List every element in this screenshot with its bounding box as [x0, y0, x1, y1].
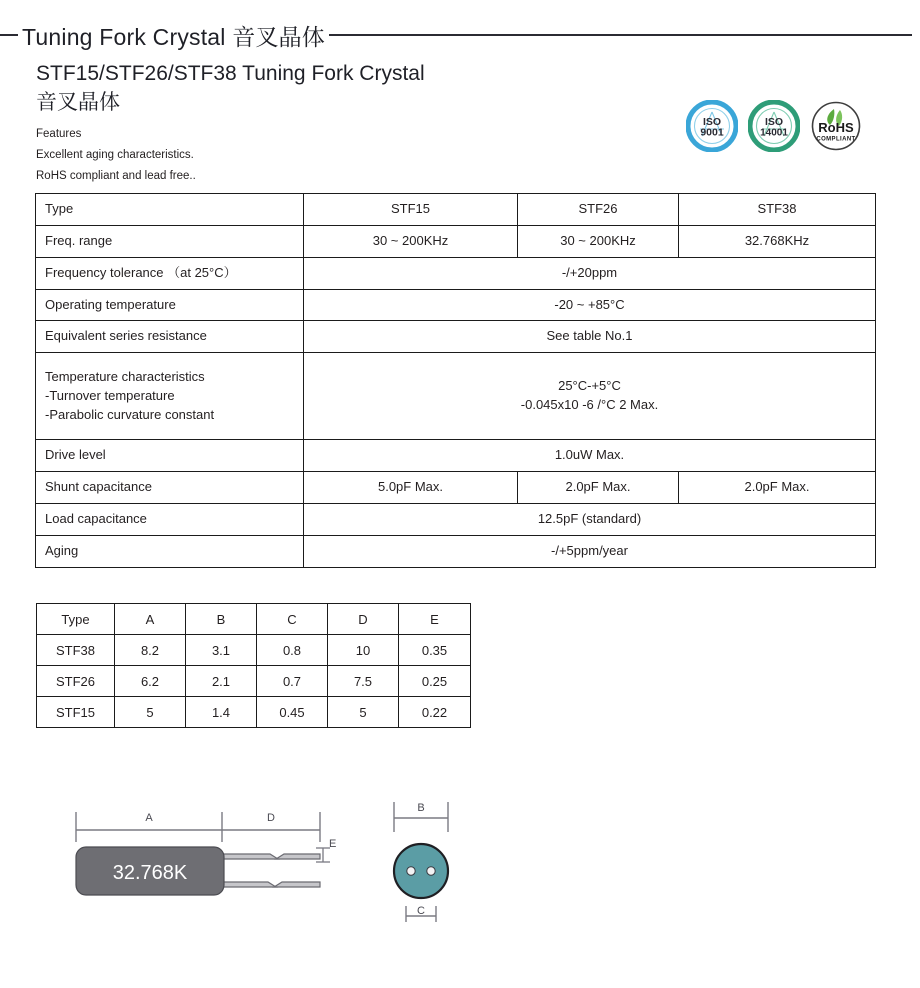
dim-header-c: C	[257, 604, 328, 635]
dim-cell-type: STF38	[37, 635, 115, 666]
header-rule-left	[0, 34, 18, 36]
dim-cell-type: STF15	[37, 697, 115, 728]
features-heading: Features	[36, 128, 82, 140]
lead-hole-left	[407, 867, 415, 875]
feature-item: RoHS compliant and lead free..	[36, 169, 196, 182]
dim-cell-type: STF26	[37, 666, 115, 697]
iso-14001-line1: ISO	[764, 116, 784, 128]
table-header-row	[37, 604, 471, 635]
spec-label: Shunt capacitance	[36, 472, 304, 504]
lead-hole-right	[427, 867, 435, 875]
spec-value-stf38: STF38	[679, 194, 876, 226]
dim-cell-c: 0.8	[257, 635, 328, 666]
dim-cell-c: 0.7	[257, 666, 328, 697]
dim-cell-e: 0.25	[399, 666, 471, 697]
spec-label: Equivalent series resistance	[36, 321, 304, 353]
dim-label-a: A	[145, 812, 153, 824]
spec-label: Operating temperature	[36, 289, 304, 321]
table-row	[36, 472, 876, 504]
spec-label: Frequency tolerance （at 25°C）	[36, 257, 304, 289]
spec-label: Freq. range	[36, 225, 304, 257]
rohs-badge	[810, 100, 862, 152]
spec-value-all: 12.5pF (standard)	[304, 503, 876, 535]
temp-char-label-line1: Temperature characteristics	[45, 368, 205, 384]
specifications-table	[35, 193, 876, 568]
crystal-body-end	[394, 844, 448, 898]
table-row	[37, 697, 471, 728]
dim-label-d: D	[267, 812, 275, 824]
table-row	[36, 194, 876, 226]
dim-header-type: Type	[37, 604, 115, 635]
dim-cell-e: 0.22	[399, 697, 471, 728]
dim-label-c: C	[417, 905, 425, 917]
spec-value-temp-characteristics	[304, 353, 876, 440]
lead-wire-upper	[222, 854, 320, 859]
feature-item: Excellent aging characteristics.	[36, 148, 194, 161]
dimensions-table	[36, 603, 471, 728]
dimension-line-a-d	[76, 812, 320, 842]
table-row	[36, 440, 876, 472]
dim-cell-b: 1.4	[186, 697, 257, 728]
dim-header-d: D	[328, 604, 399, 635]
rohs-line1: RoHS	[818, 120, 854, 135]
table-row	[36, 257, 876, 289]
spec-value-stf15: STF15	[304, 194, 518, 226]
spec-value-all: -/+5ppm/year	[304, 535, 876, 567]
table-row	[36, 225, 876, 257]
spec-value-stf38: 2.0pF Max.	[679, 472, 876, 504]
dim-label-e: E	[329, 838, 337, 850]
spec-value-stf15: 5.0pF Max.	[304, 472, 518, 504]
spec-value-stf26: 30 ~ 200KHz	[518, 225, 679, 257]
spec-label: Type	[36, 194, 304, 226]
temp-char-label-line3: -Parabolic curvature constant	[45, 406, 215, 422]
spec-label: Drive level	[36, 440, 304, 472]
table-row	[37, 635, 471, 666]
spec-value-all: -/+20ppm	[304, 257, 876, 289]
spec-value-all: -20 ~ +85°C	[304, 289, 876, 321]
dim-cell-a: 8.2	[115, 635, 186, 666]
dim-header-e: E	[399, 604, 471, 635]
temp-char-label-line2: -Turnover temperature	[45, 387, 175, 403]
dim-label-b: B	[417, 802, 425, 814]
table-row	[36, 535, 876, 567]
spec-value-all: 1.0uW Max.	[304, 440, 876, 472]
dim-cell-b: 2.1	[186, 666, 257, 697]
page-title: Tuning Fork Crystal 音叉晶体	[22, 23, 326, 50]
iso-9001-line2: 9001	[700, 126, 724, 139]
dim-cell-d: 5	[328, 697, 399, 728]
table-row	[36, 503, 876, 535]
spec-value-stf26: STF26	[518, 194, 679, 226]
iso-14001-line2: 14001	[760, 127, 788, 139]
spec-label-temp-characteristics	[36, 353, 304, 440]
spec-label: Aging	[36, 535, 304, 567]
table-row	[36, 289, 876, 321]
dim-header-b: B	[186, 604, 257, 635]
table-row	[37, 666, 471, 697]
certification-badges	[686, 100, 862, 152]
spec-value-stf26: 2.0pF Max.	[518, 472, 679, 504]
spec-value-stf38: 32.768KHz	[679, 225, 876, 257]
lead-wire-lower	[222, 882, 320, 887]
dim-cell-a: 5	[115, 697, 186, 728]
iso-9001-badge	[686, 100, 738, 152]
iso-9001-line1: ISO	[702, 116, 722, 128]
temp-char-value-line1: 25°C-+5°C	[558, 378, 621, 394]
dim-header-a: A	[115, 604, 186, 635]
spec-value-stf15: 30 ~ 200KHz	[304, 225, 518, 257]
page-header	[0, 18, 920, 52]
dim-cell-b: 3.1	[186, 635, 257, 666]
dim-cell-c: 0.45	[257, 697, 328, 728]
dim-cell-a: 6.2	[115, 666, 186, 697]
table-row	[36, 353, 876, 440]
features-block	[36, 124, 196, 187]
dim-cell-d: 10	[328, 635, 399, 666]
header-rule-right	[329, 34, 912, 36]
table-row	[36, 321, 876, 353]
product-subtitle-en: STF15/STF26/STF38 Tuning Fork Crystal	[36, 62, 425, 85]
spec-label: Load capacitance	[36, 503, 304, 535]
temp-char-value-line2: -0.045x10 -6 /°C 2 Max.	[520, 397, 659, 413]
dim-cell-d: 7.5	[328, 666, 399, 697]
iso-14001-badge	[748, 100, 800, 152]
package-drawing	[0, 790, 920, 955]
product-subtitle-cn: 音叉晶体	[36, 91, 120, 114]
dim-cell-e: 0.35	[399, 635, 471, 666]
rohs-line2: COMPLIANT	[816, 136, 856, 143]
spec-value-all: See table No.1	[304, 321, 876, 353]
crystal-body-label: 32.768K	[112, 862, 188, 884]
